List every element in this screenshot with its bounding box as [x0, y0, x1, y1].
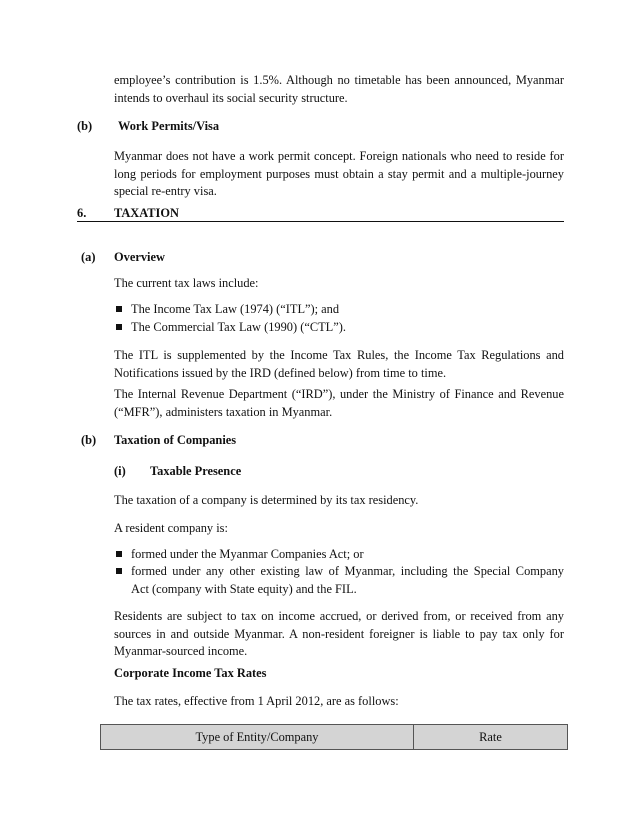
- section-label: (b): [77, 119, 93, 133]
- paragraph: [114, 347, 564, 382]
- bullet-icon: [116, 319, 128, 337]
- column-header-entity: Type of Entity/Company: [101, 725, 414, 750]
- list-item: The Commercial Tax Law (1990) (“CTL”).: [131, 320, 346, 334]
- tax-rates-table: [100, 724, 568, 750]
- text-line: employee’s contribution is 1.5%. Although no timetable has been announced, Myanmar: [114, 73, 564, 87]
- text-line: Notifications issued by the IRD (defined below) from time to time.: [114, 365, 447, 380]
- text-line: Myanmar-sourced income.: [114, 644, 248, 658]
- bullet-icon: [116, 301, 128, 319]
- list-item: [131, 563, 564, 598]
- paragraph: [114, 608, 564, 661]
- bullet-icon: [116, 546, 128, 564]
- list-item: formed under the Myanmar Companies Act; or: [131, 547, 364, 561]
- paragraph: A resident company is:: [114, 521, 228, 535]
- text-line: formed under any other existing law of Myanmar, including the Special Company: [131, 564, 564, 578]
- bullet-icon: [116, 563, 128, 581]
- paragraph: The tax rates, effective from 1 April 2012, are as follows:: [114, 694, 399, 708]
- section-label: (a): [81, 250, 96, 264]
- text-line: Myanmar does not have a work permit concept. Foreign nationals who need to reside for: [114, 149, 564, 163]
- work-permits-paragraph: [114, 148, 564, 201]
- text-line: The Internal Revenue Department (“IRD”), under the Ministry of Finance and Revenue: [114, 387, 564, 401]
- text-line: The ITL is supplemented by the Income Tax Rules, the Income Tax Regulations and: [114, 348, 564, 362]
- text-line: long periods for employment purposes must obtain a stay permit and a multiple-journey: [114, 166, 564, 181]
- section-title: TAXATION: [114, 206, 179, 220]
- text-line: Act (company with State equity) and the FIL.: [131, 581, 357, 596]
- column-header-rate: Rate: [414, 725, 568, 750]
- subsection-heading: Taxable Presence: [150, 464, 242, 478]
- paragraph: [114, 386, 564, 421]
- text-line: Residents are subject to tax on income accrued, or derived from, or received from any: [114, 609, 564, 623]
- section-label: (b): [81, 433, 97, 447]
- text-line: (“MFR”), administers taxation in Myanmar.: [114, 404, 333, 419]
- subheading: Corporate Income Tax Rates: [114, 666, 267, 680]
- paragraph: The taxation of a company is determined by its tax residency.: [114, 493, 419, 507]
- text-line: sources in and outside Myanmar. A non-resident foreigner is liable to pay tax only for: [114, 626, 564, 641]
- section-heading: Taxation of Companies: [114, 433, 237, 447]
- section-heading: Overview: [114, 250, 165, 264]
- text-line: special re-entry visa.: [114, 184, 217, 198]
- text-line: intends to overhaul its social security structure.: [114, 90, 348, 105]
- section-number: 6.: [77, 206, 87, 220]
- list-item: The Income Tax Law (1974) (“ITL”); and: [131, 302, 340, 316]
- section-rule: [77, 221, 564, 222]
- subsection-label: (i): [114, 464, 126, 478]
- table-header-row: [101, 725, 568, 750]
- continuation-paragraph: [114, 72, 564, 107]
- section-heading: Work Permits/Visa: [118, 119, 220, 133]
- paragraph: The current tax laws include:: [114, 276, 259, 290]
